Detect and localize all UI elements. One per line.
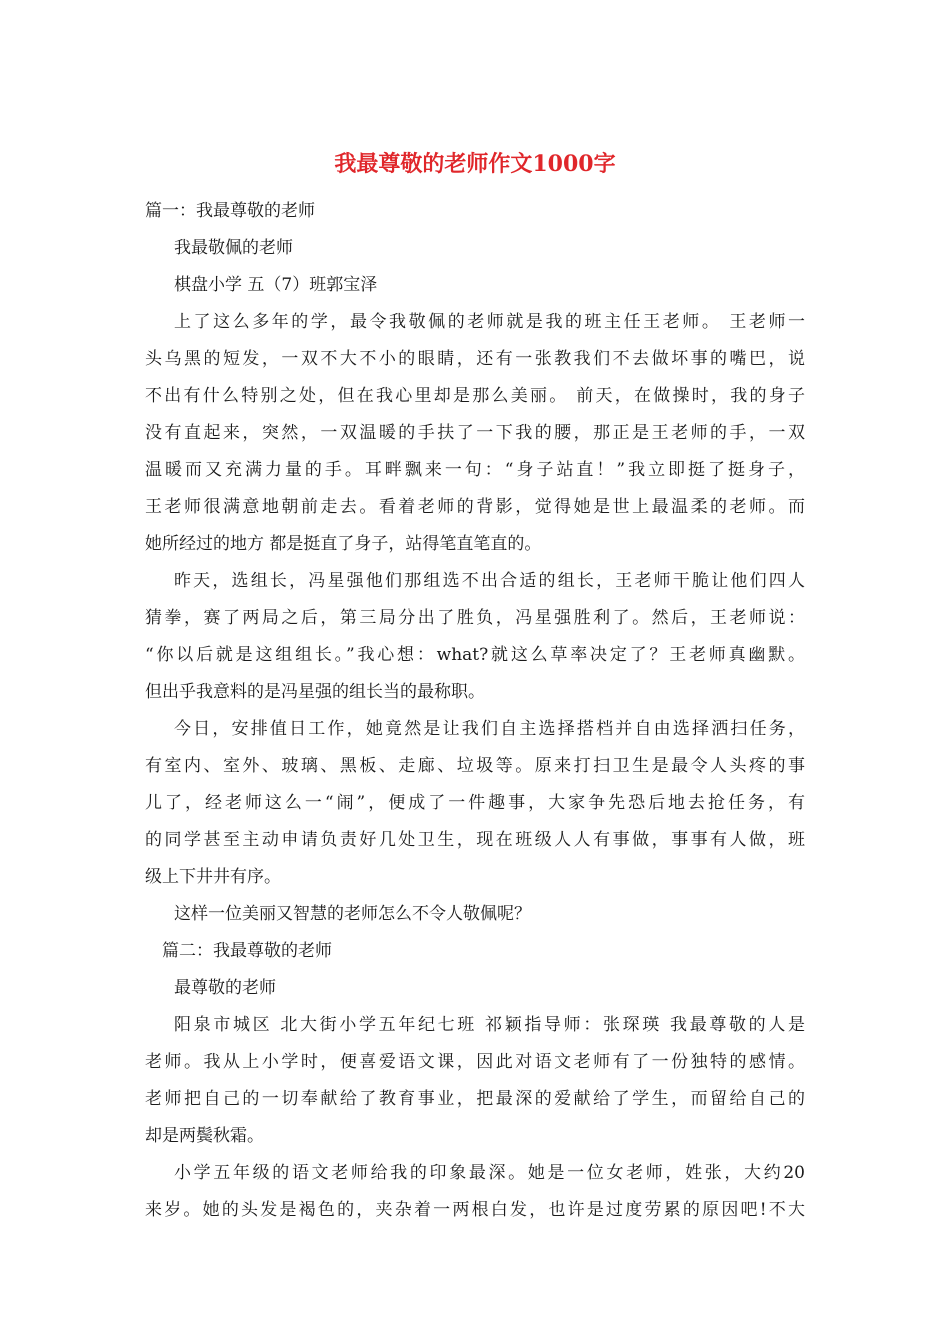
paragraph-line: 上了这么多年的学，最令我敬佩的老师就是我的班主任王老师。 王老师一 — [174, 312, 805, 332]
paragraph-line: 儿了，经老师这么一“闹”，便成了一件趣事，大家争先恐后地去抢任务，有 — [145, 793, 805, 813]
paragraph-line: 今日，安排值日工作，她竟然是让我们自主选择搭档并自由选择洒扫任务， — [174, 719, 805, 739]
paragraph-line: 她所经过的地方 都是挺直了身子，站得笔直笔直的。 — [145, 534, 542, 554]
paragraph-line: 老师。我从上小学时，便喜爱语文课，因此对语文老师有了一份独特的感情。 — [145, 1052, 805, 1072]
essay-title-2: 最尊敬的老师 — [174, 978, 276, 998]
paragraph-line: 昨天，选组长，冯星强他们那组选不出合适的组长，王老师干脆让他们四人 — [174, 571, 805, 591]
paragraph-line: 这样一位美丽又智慧的老师怎么不令人敬佩呢？ — [174, 904, 531, 924]
paragraph-line: 不出有什么特别之处，但在我心里却是那么美丽。 前天，在做操时，我的身子 — [145, 386, 805, 406]
section-heading-1: 篇一：我最尊敬的老师 — [145, 201, 315, 221]
section-heading-2: 篇二：我最尊敬的老师 — [162, 941, 332, 961]
paragraph-line: 有室内、室外、玻璃、黑板、走廊、垃圾等。原来打扫卫生是最令人头疼的事 — [145, 756, 805, 776]
paragraph-line: 没有直起来，突然，一双温暖的手扶了一下我的腰，那正是王老师的手，一双 — [145, 423, 805, 443]
paragraph-line: 小学五年级的语文老师给我的印象最深。她是一位女老师，姓张，大约20 — [174, 1163, 805, 1183]
paragraph-line: “你以后就是这组组长。”我心想：what?就这么草率决定了？王老师真幽默。 — [145, 645, 805, 665]
paragraph-line: 但出乎我意料的是冯星强的组长当的最称职。 — [145, 682, 485, 702]
author-line-1: 棋盘小学 五（7）班郭宝泽 — [174, 275, 378, 295]
document-body — [145, 193, 805, 1229]
paragraph-line: 来岁。她的头发是褐色的，夹杂着一两根白发，也许是过度劳累的原因吧!不大 — [145, 1200, 805, 1220]
essay-title-1: 我最敬佩的老师 — [174, 238, 293, 258]
paragraph-line: 老师把自己的一切奉献给了教育事业，把最深的爱献给了学生，而留给自己的 — [145, 1089, 805, 1109]
paragraph-line: 王老师很满意地朝前走去。看着老师的背影，觉得她是世上最温柔的老师。而 — [145, 497, 805, 517]
paragraph-line: 温暖而又充满力量的手。耳畔飘来一句：“身子站直！”我立即挺了挺身子， — [145, 460, 805, 480]
document-title: 我最尊敬的老师作文1000字 — [334, 151, 616, 177]
paragraph-line: 级上下井井有序。 — [145, 867, 281, 887]
paragraph-line: 头乌黑的短发，一双不大不小的眼睛，还有一张教我们不去做坏事的嘴巴，说 — [145, 349, 805, 369]
paragraph-line: 阳泉市城区 北大街小学五年纪七班 祁颖指导师：张琛瑛 我最尊敬的人是 — [174, 1015, 805, 1035]
paragraph-line: 却是两鬓秋霜。 — [145, 1126, 264, 1146]
paragraph-line: 的同学甚至主动申请负责好几处卫生，现在班级人人有事做，事事有人做，班 — [145, 830, 805, 850]
paragraph-line: 猜拳，赛了两局之后，第三局分出了胜负，冯星强胜利了。然后，王老师说： — [145, 608, 805, 628]
